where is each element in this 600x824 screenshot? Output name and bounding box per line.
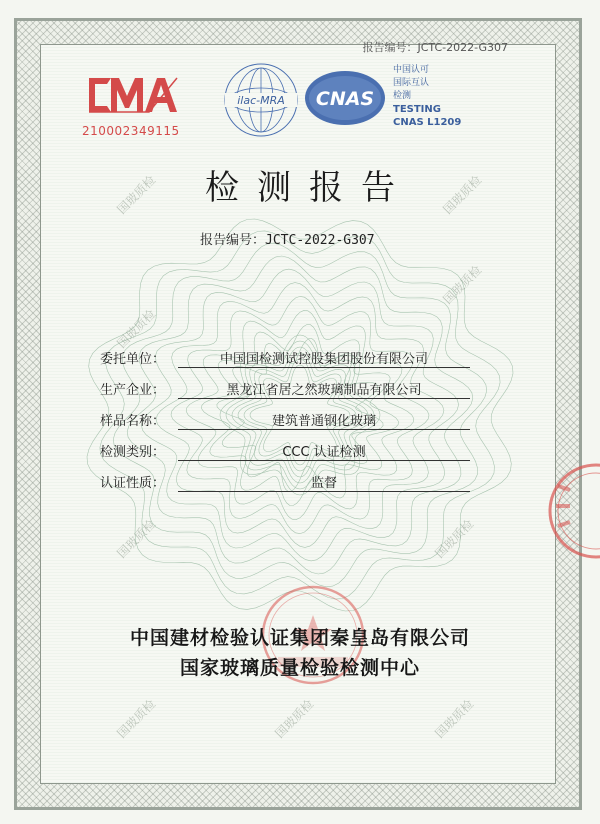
field-row-client <box>100 344 470 375</box>
field-label: 委托单位： <box>100 352 166 367</box>
svg-text:ilac-MRA: ilac-MRA <box>237 94 285 107</box>
watermark: 国玻质检 <box>440 262 485 307</box>
field-row-manufacturer <box>100 375 470 406</box>
underline <box>178 491 470 492</box>
field-value: CCC 认证检测 <box>282 445 366 460</box>
organization-subname: 国家玻璃质量检验检测中心 <box>179 657 420 679</box>
underline <box>178 429 470 430</box>
field-row-cert-nature <box>100 468 470 499</box>
watermark: 国玻质检 <box>432 696 477 741</box>
field-value: 监督 <box>310 476 337 491</box>
field-value: 中国国检测试控股集团股份有限公司 <box>219 352 428 367</box>
svg-text:CNAS: CNAS <box>315 88 375 110</box>
cnas-logo-icon <box>302 68 388 128</box>
watermark: 国玻质检 <box>272 696 317 741</box>
ilac-mra-logo-icon <box>221 60 301 140</box>
field-value: 建筑普通钢化玻璃 <box>271 414 376 429</box>
field-row-test-type <box>100 437 470 468</box>
page-title: 检测报告 <box>205 168 413 208</box>
field-label: 生产企业： <box>100 383 166 398</box>
field-row-sample <box>100 406 470 437</box>
watermark: 国玻质检 <box>114 696 159 741</box>
field-label: 样品名称： <box>100 414 166 429</box>
field-label: 认证性质： <box>100 476 166 491</box>
cma-number: 210002349115 <box>82 124 180 138</box>
underline <box>178 367 470 368</box>
info-fields <box>100 344 470 499</box>
watermark: 国玻质检 <box>114 172 159 217</box>
watermark: 国玻质检 <box>440 172 485 217</box>
underline <box>178 460 470 461</box>
organization-name: 中国建材检验认证集团秦皇岛有限公司 <box>129 627 470 649</box>
report-number <box>200 229 375 248</box>
report-number-value: JCTC-2022-G307 <box>265 233 375 248</box>
cma-logo-icon <box>85 70 180 120</box>
watermark: 国玻质检 <box>432 516 477 561</box>
watermark: 国玻质检 <box>114 306 159 351</box>
cnas-caption: 中国认可 国际互认 检测 TESTING CNAS L1209 <box>393 65 462 128</box>
report-number-label: 报告编号： <box>200 233 266 248</box>
underline <box>178 398 470 399</box>
seal-stamp-partial-icon <box>536 456 600 566</box>
field-value: 黑龙江省居之然玻璃制品有限公司 <box>226 383 422 398</box>
field-label: 检测类别： <box>100 445 166 460</box>
watermark: 国玻质检 <box>114 516 159 561</box>
top-report-number: 报告编号：JCTC-2022-G307 <box>362 41 508 54</box>
